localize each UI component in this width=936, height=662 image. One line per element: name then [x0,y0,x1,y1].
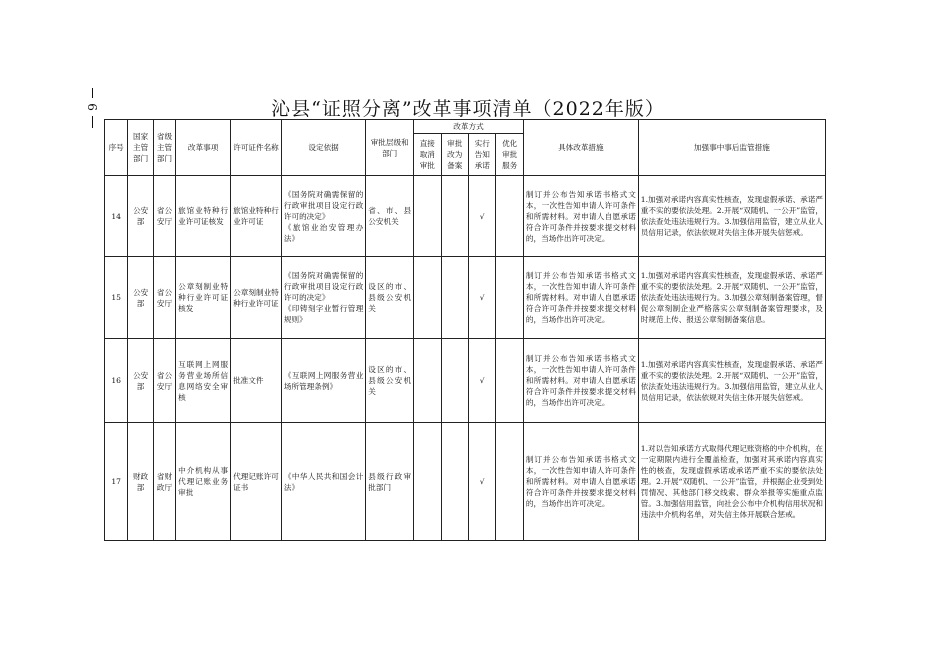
cell-supervision: 1.加强对承诺内容真实性核查，发现虚假承诺、承诺严重不实的要依法处理。2.开展“双随机、一公开”监管，依法查处违法违规行为。3.加强信用监管，建立从业人员信用记录，依法依规对失信主体开展失信惩戒。 [638,339,825,423]
cell-legal-basis: 《中华人民共和国会计法》 [281,423,365,541]
cell-legal-basis: 《互联网上网服务营业场所管理条例》 [281,339,365,423]
cell-mode-optimize [496,339,523,423]
header-reform-mode: 改革方式 [414,120,524,134]
table-row [105,176,826,257]
header-mode-filing: 审批改为备案 [441,134,468,176]
cell-legal-basis: 《国务院对确需保留的行政审批项目设定行政许可的决定》 《印铸刻字业暂行管理规则》 [281,257,365,339]
header-mode-optimize: 优化审批服务 [496,134,523,176]
header-national-dept: 国家主管部门 [128,120,153,176]
cell-supervision: 1.加强对承诺内容真实性核查，发现虚假承诺、承诺严重不实的要依法处理。2.开展“双随机、一公开”监管，依法查处违法违规行为。3.加强信用监管，建立从业人员信用记录，依法依规对失信主体开展失信惩戒。 [638,176,825,257]
header-supervision: 加强事中事后监管措施 [638,120,825,176]
header-legal-basis: 设定依据 [281,120,365,176]
cell-supervision: 1.对以告知承诺方式取得代理记账资格的中介机构，在一定期限内进行全覆盖检查，加强对其承诺内容真实性的核查，发现虚假承诺或承诺严重不实的要依法处理。2.开展“双随机、一公开”监管，并根据企业受到处罚情况、其他部门移交线索、群众举报等实施重点监管。3.加强信用监管，向社会公布中介机构信用状况和违法中介机构名单，对失信主体开展联合惩戒。 [638,423,825,541]
table-row [105,423,826,541]
cell-mode-promise-check: √ [468,339,495,423]
cell-approval-level: 省、市、县公安机关 [366,176,414,257]
cell-mode-optimize [496,176,523,257]
header-seq: 序号 [105,120,128,176]
cell-seq: 16 [105,339,128,423]
cell-reform-item: 中介机构从事代理记账业务审批 [176,423,231,541]
cell-approval-level: 县级行政审批部门 [366,423,414,541]
cell-national-dept: 公安部 [128,176,153,257]
cell-national-dept: 公安部 [128,339,153,423]
cell-permit-name: 代理记账许可证书 [231,423,282,541]
cell-permit-name: 旅馆业特种行业许可证 [231,176,282,257]
cell-mode-promise-check: √ [468,176,495,257]
cell-reform-measures: 制订并公布告知承诺书格式文本，一次性告知申请人许可条件和所需材料。对申请人自愿承诺符合许可条件并按要求提交材料的，当场作出许可决定。 [523,339,638,423]
cell-seq: 17 [105,423,128,541]
cell-legal-basis: 《国务院对确需保留的行政审批项目设定行政许可的决定》 《旅馆业治安管理办法》 [281,176,365,257]
cell-provincial-dept: 省财政厅 [153,423,175,541]
cell-mode-filing [441,423,468,541]
cell-mode-optimize [496,257,523,339]
header-permit-name: 许可证件名称 [231,120,282,176]
cell-approval-level: 设区的市、县级公安机关 [366,257,414,339]
cell-mode-cancel [414,176,441,257]
cell-reform-item: 公章刻制业特种行业许可证核发 [176,257,231,339]
cell-national-dept: 公安部 [128,257,153,339]
cell-national-dept: 财政部 [128,423,153,541]
header-approval-level: 审批层级和部门 [366,120,414,176]
table-row [105,257,826,339]
cell-seq: 14 [105,176,128,257]
cell-mode-promise-check: √ [468,423,495,541]
cell-provincial-dept: 省公安厅 [153,339,175,423]
cell-provincial-dept: 省公安厅 [153,257,175,339]
cell-mode-filing [441,257,468,339]
cell-mode-cancel [414,339,441,423]
cell-approval-level: 设区的市、县级公安机关 [366,339,414,423]
header-mode-promise: 实行告知承诺 [468,134,495,176]
cell-mode-filing [441,176,468,257]
cell-reform-item: 旅馆业特种行业许可证核发 [176,176,231,257]
cell-reform-item: 互联网上网服务营业场所信息网络安全审核 [176,339,231,423]
header-mode-cancel: 直接取消审批 [414,134,441,176]
reform-items-table [104,119,826,541]
cell-reform-measures: 制订并公布告知承诺书格式文本，一次性告知申请人许可条件和所需材料。对申请人自愿承诺符合许可条件并按要求提交材料的，当场作出许可决定。 [523,423,638,541]
page-title: 沁县“证照分离”改革事项清单（2022年版） [271,98,665,120]
cell-supervision: 1.加强对承诺内容真实性核查，发现虚假承诺、承诺严重不实的要依法处理。2.开展“双随机、一公开”监管，依法查处违法违规行为。3.加强公章刻制备案管理，督促公章刻制企业严格落实公章刻制备案管理要求，及时规范上传、报送公章刻制备案信息。 [638,257,825,339]
header-reform-item: 改革事项 [176,120,231,176]
cell-reform-measures: 制订并公布告知承诺书格式文本，一次性告知申请人许可条件和所需材料。对申请人自愿承诺符合许可条件并按要求提交材料的，当场作出许可决定。 [523,176,638,257]
cell-mode-filing [441,339,468,423]
page-number: 9 [86,98,100,116]
cell-mode-cancel [414,423,441,541]
cell-mode-cancel [414,257,441,339]
header-provincial-dept: 省级主管部门 [153,120,175,176]
cell-permit-name: 批准文件 [231,339,282,423]
cell-reform-measures: 制订并公布告知承诺书格式文本，一次性告知申请人许可条件和所需材料。对申请人自愿承诺符合许可条件并按要求提交材料的，当场作出许可决定。 [523,257,638,339]
cell-seq: 15 [105,257,128,339]
cell-mode-optimize [496,423,523,541]
cell-mode-promise-check: √ [468,257,495,339]
cell-permit-name: 公章刻制业特种行业许可证 [231,257,282,339]
cell-provincial-dept: 省公安厅 [153,176,175,257]
table-row [105,339,826,423]
header-reform-measures: 具体改革措施 [523,120,638,176]
